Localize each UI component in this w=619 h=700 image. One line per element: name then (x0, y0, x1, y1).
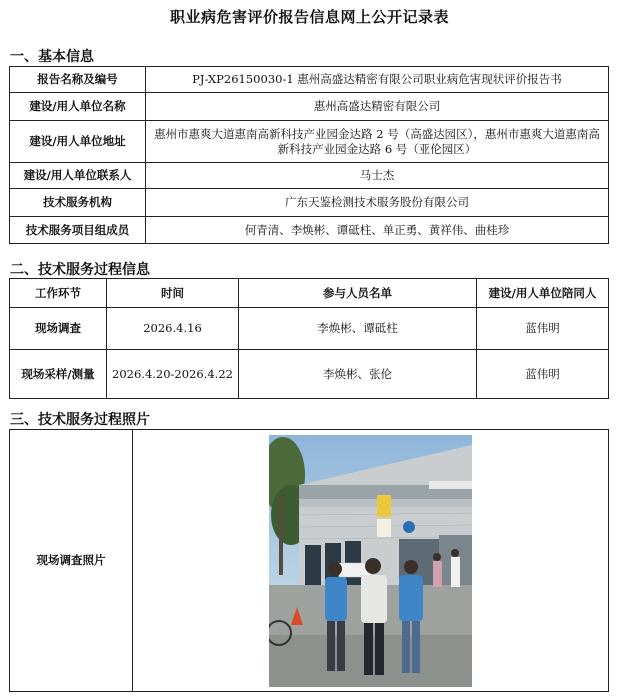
stage-cell: 现场采样/测量 (10, 350, 107, 399)
row-label: 技术服务项目组成员 (10, 217, 146, 244)
site-survey-photo (269, 435, 472, 687)
table-row (10, 189, 609, 217)
row-value-contact: 马士杰 (146, 163, 609, 189)
header-stage: 工作环节 (10, 279, 107, 308)
escort-cell: 蓝伟明 (477, 350, 609, 399)
row-value-report: PJ-XP26150030-1 惠州高盛达精密有限公司职业病危害现状评价报告书 (146, 67, 609, 93)
page-title: 职业病危害评价报告信息网上公开记录表 (169, 8, 449, 26)
row-value-address: 惠州市惠爽大道惠南高新科技产业园金达路 2 号（高盛达园区），惠州市惠爽大道惠南高新科技产业园金达路 6 号（亚伦园区） (146, 121, 609, 163)
people-cell: 李焕彬、谭砥柱 (239, 308, 477, 350)
process-table (9, 278, 609, 399)
header-time: 时间 (107, 279, 239, 308)
section-process-heading: 二、技术服务过程信息 (10, 262, 150, 278)
row-value-agency: 广东天鉴检测技术服务股份有限公司 (146, 189, 609, 217)
stage-cell: 现场调查 (10, 308, 107, 350)
table-row (10, 308, 609, 350)
row-value-unit-name: 惠州高盛达精密有限公司 (146, 93, 609, 121)
escort-cell: 蓝伟明 (477, 308, 609, 350)
row-value-members: 何青清、李焕彬、谭砥柱、单正勇、黄祥伟、曲桂珍 (146, 217, 609, 244)
row-label: 建设/用人单位联系人 (10, 163, 146, 189)
header-people: 参与人员名单 (239, 279, 477, 308)
header-escort: 建设/用人单位陪同人 (477, 279, 609, 308)
time-cell: 2026.4.20-2026.4.22 (107, 350, 239, 399)
table-row (10, 430, 609, 692)
table-row (10, 121, 609, 163)
table-row (10, 217, 609, 244)
photo-label: 现场调查照片 (10, 430, 133, 692)
time-cell: 2026.4.16 (107, 308, 239, 350)
people-cell: 李焕彬、张伦 (239, 350, 477, 399)
table-row (10, 163, 609, 189)
photo-table (9, 429, 609, 692)
row-label: 报告名称及编号 (10, 67, 146, 93)
table-row (10, 93, 609, 121)
site-photo-illustration (269, 435, 472, 687)
row-label: 建设/用人单位地址 (10, 121, 146, 163)
row-label: 建设/用人单位名称 (10, 93, 146, 121)
basic-info-table (9, 66, 609, 244)
table-row (10, 350, 609, 399)
table-header-row (10, 279, 609, 308)
photo-cell (133, 430, 609, 692)
table-row (10, 67, 609, 93)
section-basic-info-heading: 一、基本信息 (10, 49, 94, 65)
row-label: 技术服务机构 (10, 189, 146, 217)
section-photos-heading: 三、技术服务过程照片 (10, 412, 150, 428)
